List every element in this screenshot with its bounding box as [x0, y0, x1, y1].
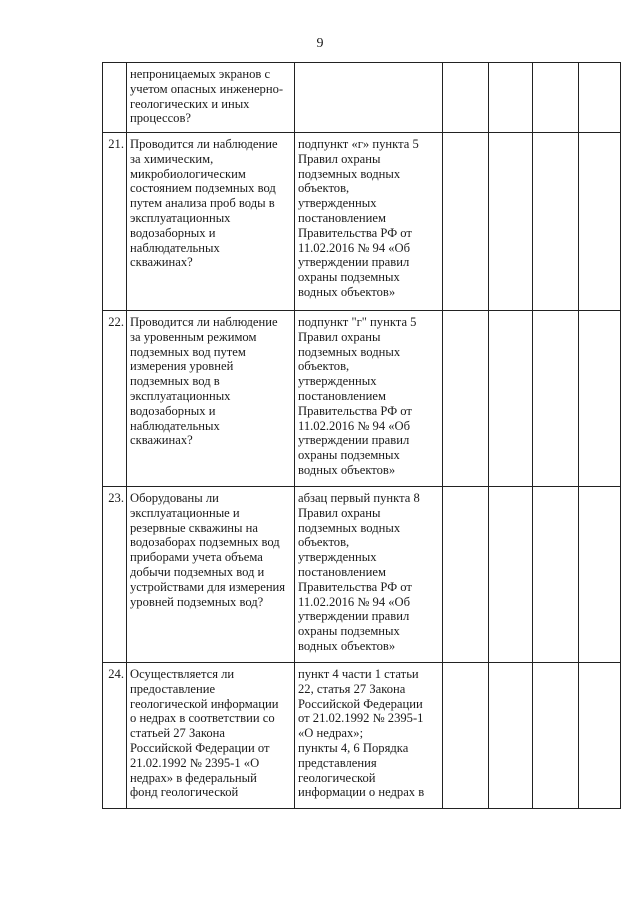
question-cell: Осуществляется ли предоставление геологической информации о недрах в соответствии со статьей 27 Закона Российской Федерации от 21.02.1992 № 2395-1 «О недрах» в федеральный фонд геологической [127, 663, 295, 809]
reference-cell: пункт 4 части 1 статьи 22, статья 27 Закона Российской Федерации от 21.02.1992 № 2395-1 «О недрах»; пункты 4, 6 Порядка представления геологической информации о недрах в [295, 663, 443, 809]
answer-cell-na[interactable] [533, 663, 579, 809]
row-number: 23. [103, 487, 127, 663]
answer-cell-yes[interactable] [443, 663, 489, 809]
question-cell: Оборудованы ли эксплуатационные и резервные скважины на водозаборах подземных вод приборами учета объема добычи подземных вод и устройствами для измерения уровней подземных вод? [127, 487, 295, 663]
note-cell[interactable] [579, 63, 621, 133]
row-number: 24. [103, 663, 127, 809]
answer-cell-no[interactable] [489, 311, 533, 487]
answer-cell-yes[interactable] [443, 133, 489, 311]
reference-cell: подпункт "г" пункта 5 Правил охраны подземных водных объектов, утвержденных постановлением Правительства РФ от 11.02.2016 № 94 «Об утверждении правил охраны подземных водных объектов» [295, 311, 443, 487]
answer-cell-na[interactable] [533, 63, 579, 133]
question-cell: Проводится ли наблюдение за химическим, микробиологическим состоянием подземных вод путем анализа проб воды в эксплуатационных водозаборных и наблюдательных скважинах? [127, 133, 295, 311]
answer-cell-yes[interactable] [443, 63, 489, 133]
answer-cell-no[interactable] [489, 487, 533, 663]
table-row [103, 487, 621, 663]
row-number: 22. [103, 311, 127, 487]
table-row [103, 311, 621, 487]
reference-cell [295, 63, 443, 133]
note-cell[interactable] [579, 133, 621, 311]
answer-cell-na[interactable] [533, 133, 579, 311]
checklist-table [102, 62, 621, 809]
answer-cell-no[interactable] [489, 133, 533, 311]
answer-cell-yes[interactable] [443, 487, 489, 663]
answer-cell-no[interactable] [489, 63, 533, 133]
note-cell[interactable] [579, 663, 621, 809]
table-row [103, 133, 621, 311]
answer-cell-na[interactable] [533, 311, 579, 487]
answer-cell-yes[interactable] [443, 311, 489, 487]
row-number: 21. [103, 133, 127, 311]
question-cell: непроницаемых экранов с учетом опасных инженерно- геологических и иных процессов? [127, 63, 295, 133]
reference-cell: абзац первый пункта 8 Правил охраны подземных водных объектов, утвержденных постановлением Правительства РФ от 11.02.2016 № 94 «Об утверждении правил охраны подземных водных объектов» [295, 487, 443, 663]
note-cell[interactable] [579, 311, 621, 487]
page-number: 9 [316, 36, 324, 51]
row-number [103, 63, 127, 133]
note-cell[interactable] [579, 487, 621, 663]
table-row [103, 63, 621, 133]
answer-cell-no[interactable] [489, 663, 533, 809]
question-cell: Проводится ли наблюдение за уровенным режимом подземных вод путем измерения уровней подземных вод в эксплуатационных водозаборных и наблюдательных скважинах? [127, 311, 295, 487]
reference-cell: подпункт «г» пункта 5 Правил охраны подземных водных объектов, утвержденных постановлением Правительства РФ от 11.02.2016 № 94 «Об утверждении правил охраны подземных водных объектов» [295, 133, 443, 311]
table-row [103, 663, 621, 809]
answer-cell-na[interactable] [533, 487, 579, 663]
